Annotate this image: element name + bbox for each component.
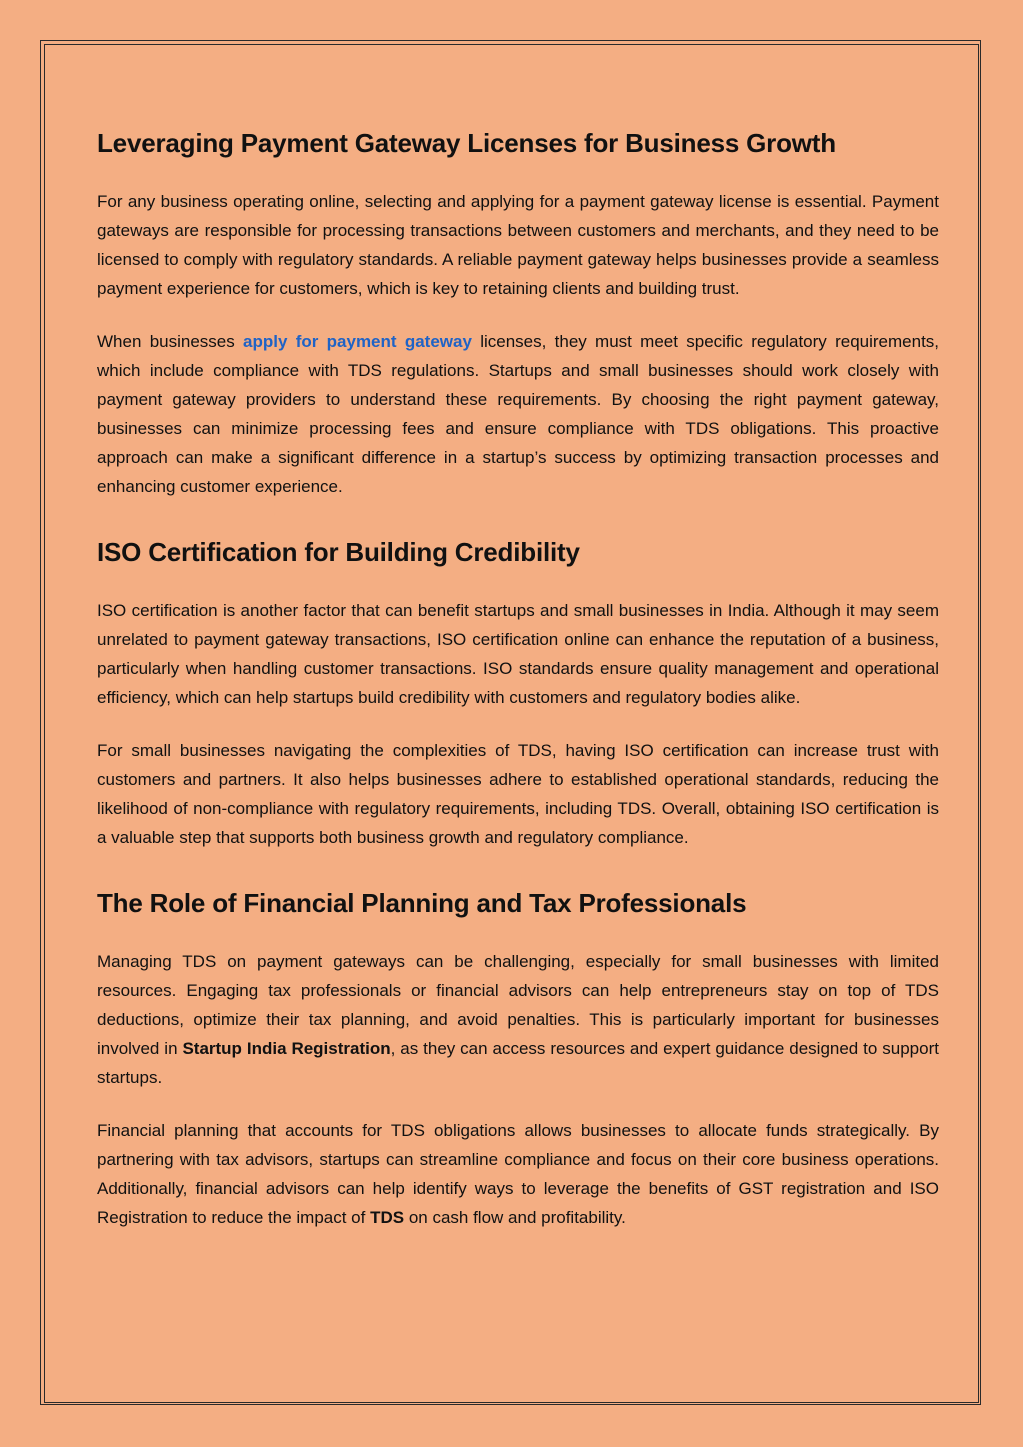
section-heading: ISO Certification for Building Credibility xyxy=(97,537,580,567)
paragraph-text: on cash flow and profitability. xyxy=(404,1208,626,1227)
section-iso-certification xyxy=(97,533,939,852)
paragraph xyxy=(97,327,939,501)
section-heading: Leveraging Payment Gateway Licenses for Business Growth xyxy=(97,128,836,158)
section-financial-planning xyxy=(97,884,939,1232)
paragraph: For any business operating online, selecting and applying for a payment gateway license is essential. Payment gateways are responsible for processing transactions between customers and merchants, and they need to be licensed to comply with regulatory standards. A reliable payment gateway helps businesses provide a seamless payment experience for customers, which is key to retaining clients and building trust. xyxy=(97,192,939,298)
paragraph-text: licenses, they must meet specific regulatory requirements, which include compliance with TDS regulations. Startups and small businesses should work closely with payment gateway providers to understand these requirements. By choosing the right payment gateway, businesses can minimize processing fees and ensure compliance with TDS obligations. This proactive approach can make a significant difference in a startup’s success by optimizing transaction processes and enhancing customer experience. xyxy=(97,332,940,496)
paragraph-text: When businesses xyxy=(97,332,244,351)
document-content xyxy=(97,124,939,1232)
section-payment-gateway xyxy=(97,124,939,501)
paragraph-text: , as they can access resources and expert guidance designed to support startups. xyxy=(97,1039,939,1087)
paragraph-text: Managing TDS on payment gateways can be challenging, especially for small businesses with limited resources. Engaging tax professionals or financial advisors can help entrepreneurs stay on top of TDS deductions, optimize their tax planning, and avoid penalties. This is particularly important for businesses involved in xyxy=(97,952,939,1058)
paragraph-text: Financial planning that accounts for TDS obligations allows businesses to allocate funds strategically. By partnering with tax advisors, startups can streamline compliance and focus on their core business operations. Additionally, financial advisors can help identify ways to leverage the benefits of GST registration and ISO Registration to reduce the impact of xyxy=(97,1121,939,1227)
bold-term-startup-india: Startup India Registration xyxy=(182,1039,391,1058)
paragraph: ISO certification is another factor that can benefit startups and small businesses in India. Although it may seem unrelated to payment gateway transactions, ISO certification online can enhance the reputation of a business, particularly when handling customer transactions. ISO standards ensure quality management and operational efficiency, which can help startups build credibility with customers and regulatory bodies alike. xyxy=(97,601,939,707)
section-heading: The Role of Financial Planning and Tax Professionals xyxy=(97,888,747,918)
bold-term-tds: TDS xyxy=(370,1208,405,1227)
paragraph xyxy=(97,1116,939,1232)
paragraph: For small businesses navigating the complexities of TDS, having ISO certification can increase trust with customers and partners. It also helps businesses adhere to established operational standards, reducing the likelihood of non-compliance with regulatory requirements, including TDS. Overall, obtaining ISO certification is a valuable step that supports both business growth and regulatory compliance. xyxy=(97,741,939,847)
paragraph xyxy=(97,947,939,1092)
apply-payment-gateway-link[interactable]: apply for payment gateway xyxy=(243,332,472,351)
